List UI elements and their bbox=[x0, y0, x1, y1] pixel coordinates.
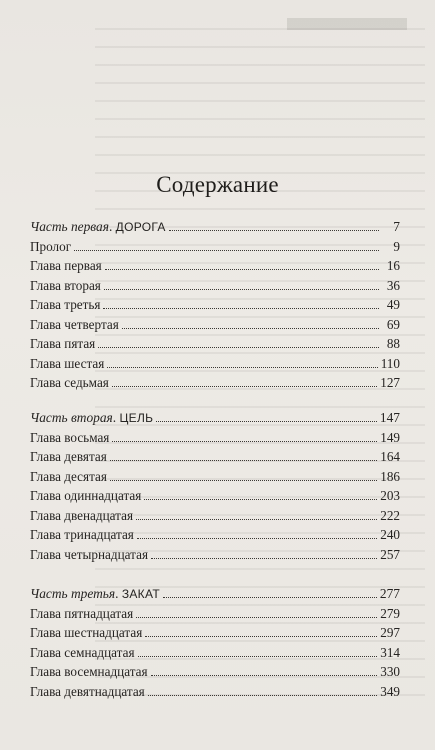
dot-leader bbox=[112, 385, 377, 387]
entry-label: Глава шестнадцатая bbox=[30, 625, 143, 640]
dot-leader bbox=[138, 655, 378, 657]
dot-leader bbox=[98, 346, 379, 348]
entry-label: Глава четырнадцатая bbox=[30, 546, 149, 562]
entry-label: Пролог bbox=[30, 238, 72, 254]
dot-leader bbox=[110, 459, 377, 461]
entry-label: Глава первая bbox=[30, 258, 102, 273]
toc-entry[interactable] bbox=[30, 469, 400, 489]
toc-entry[interactable] bbox=[30, 508, 400, 528]
toc-entry[interactable] bbox=[30, 684, 400, 704]
page-number: 88 bbox=[386, 336, 400, 351]
page-number: 49 bbox=[386, 297, 400, 312]
toc-entry[interactable] bbox=[30, 547, 400, 567]
page-number: 9 bbox=[393, 238, 400, 254]
dot-leader bbox=[151, 674, 378, 676]
toc-entry[interactable] bbox=[30, 239, 400, 259]
page-number: 16 bbox=[386, 258, 400, 273]
dot-leader bbox=[74, 249, 379, 251]
page-number: 127 bbox=[380, 375, 400, 390]
dot-leader bbox=[136, 616, 377, 618]
entry-label: Глава шестая bbox=[30, 355, 105, 371]
dot-leader bbox=[148, 694, 377, 696]
entry-label: Глава пятнадцатая bbox=[30, 605, 134, 621]
part-name: ЦЕЛЬ bbox=[119, 411, 154, 425]
part-prefix: Часть третья bbox=[30, 586, 116, 601]
toc-entry[interactable] bbox=[30, 336, 400, 356]
toc-entry[interactable] bbox=[30, 449, 400, 469]
page-number: 186 bbox=[380, 468, 400, 484]
toc-entry[interactable] bbox=[30, 317, 400, 337]
entry-label: Глава десятая bbox=[30, 468, 107, 484]
entry-label: Глава третья bbox=[30, 297, 101, 312]
entry-label: Глава одиннадцатая bbox=[30, 488, 142, 503]
toc-entry[interactable] bbox=[30, 527, 400, 547]
page-title: Содержание bbox=[156, 172, 279, 197]
entry-label: Глава девятнадцатая bbox=[30, 683, 145, 699]
page-number: 69 bbox=[386, 316, 400, 332]
page-number: 164 bbox=[380, 449, 400, 464]
page-number: 149 bbox=[380, 429, 400, 445]
part-name: ЗАКАТ bbox=[121, 587, 160, 601]
toc-part-heading[interactable]: Часть вторая. ЦЕЛЬ 147 bbox=[30, 410, 400, 425]
page-number: 147 bbox=[379, 410, 400, 425]
entry-label: Глава восемнадцатая bbox=[30, 664, 148, 679]
entry-label: Глава вторая bbox=[30, 277, 101, 293]
dot-leader bbox=[103, 307, 379, 309]
page-number: 330 bbox=[380, 664, 400, 679]
page-number: 7 bbox=[393, 219, 400, 234]
part-prefix: Часть вторая bbox=[30, 410, 113, 425]
page-number: 297 bbox=[380, 625, 400, 640]
entry-label: Глава девятая bbox=[30, 449, 107, 464]
dot-leader bbox=[105, 268, 379, 270]
toc-entry[interactable] bbox=[30, 606, 400, 626]
entry-label: Глава двенадцатая bbox=[30, 507, 134, 523]
page-number: 257 bbox=[380, 546, 400, 562]
dot-leader bbox=[107, 366, 377, 368]
toc-entry[interactable] bbox=[30, 430, 400, 450]
page-number: 314 bbox=[380, 644, 400, 660]
page-number: 279 bbox=[380, 605, 400, 621]
page-number: 222 bbox=[380, 507, 400, 523]
entry-label: Глава седьмая bbox=[30, 375, 109, 390]
toc-entry[interactable] bbox=[30, 356, 400, 376]
toc-entry[interactable] bbox=[30, 375, 400, 395]
entry-label: Глава семнадцатая bbox=[30, 644, 135, 660]
toc-entry[interactable] bbox=[30, 258, 400, 278]
entry-label: Глава тринадцатая bbox=[30, 527, 134, 542]
toc-entry[interactable] bbox=[30, 625, 400, 645]
dot-leader bbox=[122, 327, 379, 329]
dot-leader bbox=[151, 557, 377, 559]
page-number: 203 bbox=[380, 488, 400, 503]
dot-leader bbox=[110, 479, 377, 481]
dot-leader bbox=[163, 596, 377, 598]
part-name: ДОРОГА bbox=[115, 220, 166, 234]
dot-leader bbox=[137, 537, 377, 539]
toc-part-heading[interactable]: Часть первая. ДОРОГА 7 bbox=[30, 219, 400, 234]
entry-label: Глава четвертая bbox=[30, 316, 119, 332]
toc-part-heading[interactable]: Часть третья. ЗАКАТ 277 bbox=[30, 586, 400, 601]
toc-section-part-1 bbox=[30, 219, 400, 395]
toc-entry[interactable] bbox=[30, 645, 400, 665]
page-number: 110 bbox=[380, 355, 400, 371]
page-number: 36 bbox=[386, 277, 400, 293]
toc-entry[interactable] bbox=[30, 297, 400, 317]
toc-section-part-3 bbox=[30, 586, 400, 703]
dot-leader bbox=[144, 498, 377, 500]
dot-leader bbox=[169, 229, 379, 231]
part-prefix: Часть первая bbox=[30, 219, 109, 234]
toc-entry[interactable] bbox=[30, 278, 400, 298]
toc-section-part-2 bbox=[30, 410, 400, 566]
toc-entry[interactable] bbox=[30, 488, 400, 508]
show-through-header bbox=[287, 18, 407, 30]
dot-leader bbox=[145, 635, 377, 637]
dot-leader bbox=[112, 440, 377, 442]
entry-label: Глава восьмая bbox=[30, 429, 110, 445]
page-number: 349 bbox=[380, 683, 400, 699]
dot-leader bbox=[104, 288, 379, 290]
page-number: 240 bbox=[380, 527, 400, 542]
page-number: 277 bbox=[379, 586, 400, 601]
toc-entry[interactable] bbox=[30, 664, 400, 684]
entry-label: Глава пятая bbox=[30, 336, 96, 351]
dot-leader bbox=[156, 420, 377, 422]
dot-leader bbox=[136, 518, 377, 520]
